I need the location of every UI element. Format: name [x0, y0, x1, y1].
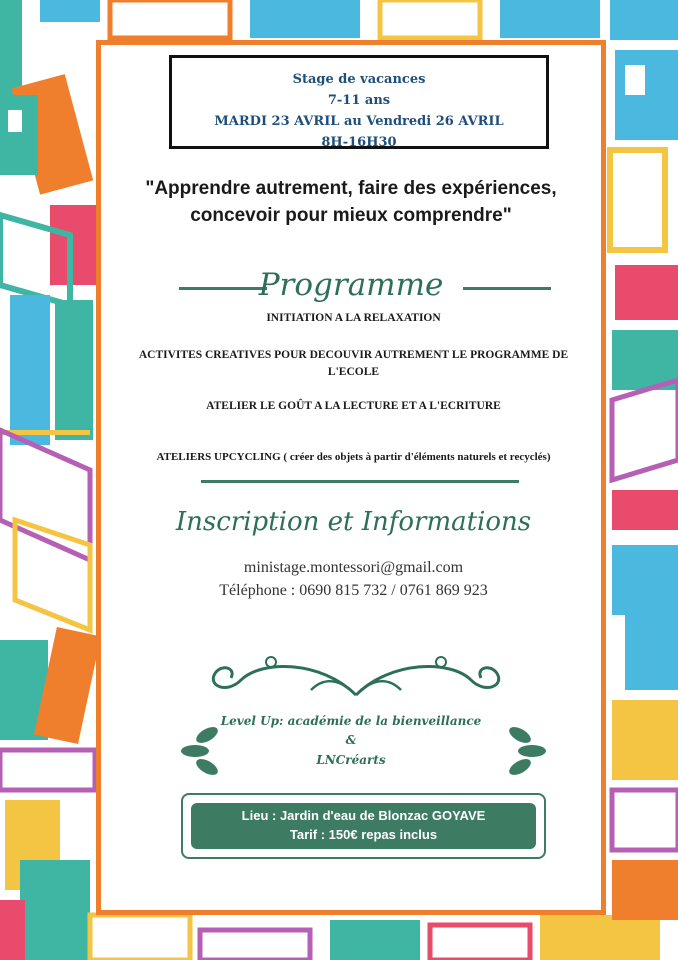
- right-leaves-icon: [503, 721, 548, 781]
- quote-line-2: concevoir pour mieux comprendre": [190, 205, 512, 226]
- hours: 8H-16H30: [321, 135, 397, 150]
- ornament-flourish: [201, 650, 511, 705]
- section-divider: [201, 480, 519, 483]
- lieu-location: Lieu : Jardin d'eau de Blonzac GOYAVE: [241, 808, 486, 823]
- lieu-info: [191, 803, 536, 849]
- stage-title: Stage de vacances: [292, 72, 426, 87]
- programme-item-lecture: ATELIER LE GOÛT A LA LECTURE ET A L'ECRITURE: [206, 400, 501, 412]
- programme-item-upcycling: ATELIERS UPCYCLING ( créer des objets à partir d'éléments naturels et recyclés): [156, 451, 551, 463]
- contact-email: ministage.montessori@gmail.com: [243, 559, 464, 576]
- partner-lncrearts: LNCréarts: [316, 753, 386, 767]
- contact-phone: Téléphone : 0690 815 732 / 0761 869 923: [219, 582, 488, 599]
- age-range: 7-11 ans: [327, 93, 391, 108]
- left-leaves-icon: [179, 721, 224, 781]
- programme-right-line: [463, 287, 551, 290]
- programme-item-creatives-cont: L'ECOLE: [327, 366, 380, 378]
- inscription-title: Inscription et Informations: [175, 507, 532, 537]
- quote: [111, 175, 591, 229]
- dates-box: [169, 55, 549, 149]
- lieu-price: Tarif : 150€ repas inclus: [289, 827, 438, 842]
- programme-item-relaxation: INITIATION A LA RELAXATION: [266, 312, 441, 324]
- date-range: MARDI 23 AVRIL au Vendredi 26 AVRIL: [214, 114, 504, 129]
- partner-levelup: Level Up: académie de la bienveillance: [220, 714, 482, 728]
- flyer-card: [96, 40, 606, 915]
- quote-line-1: "Apprendre autrement, faire des expériences,: [145, 178, 557, 199]
- lieu-box: [181, 793, 546, 859]
- programme-item-creatives: ACTIVITES CREATIVES POUR DECOUVIR AUTREMENT LE PROGRAMME DE: [138, 349, 569, 361]
- programme-title: Programme: [258, 267, 444, 303]
- partner-ampersand: &: [345, 733, 357, 747]
